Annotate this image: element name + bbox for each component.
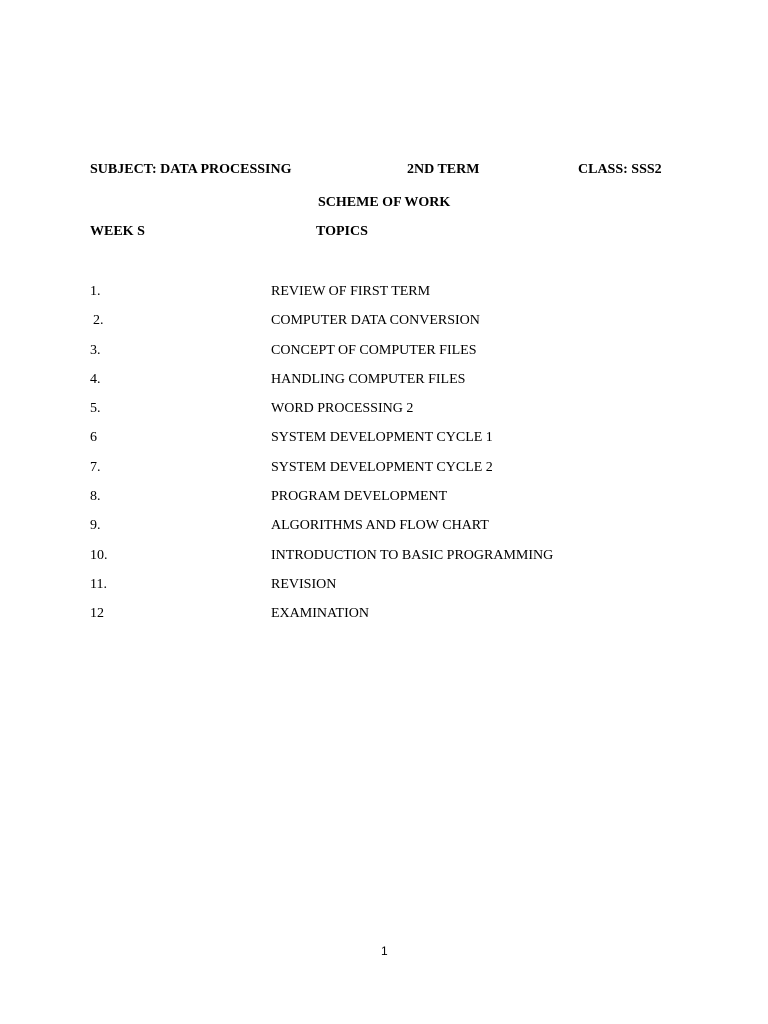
topic-text: REVISION bbox=[271, 576, 337, 592]
week-number: 7. bbox=[90, 459, 101, 475]
week-number: 2. bbox=[93, 313, 104, 329]
table-row bbox=[0, 487, 768, 516]
weeks-column-header: WEEK S bbox=[90, 224, 145, 239]
table-row bbox=[0, 341, 768, 370]
class-label: CLASS: SSS2 bbox=[578, 162, 662, 177]
subject-label: SUBJECT: DATA PROCESSING bbox=[90, 162, 292, 177]
table-row bbox=[0, 604, 768, 633]
topic-text: CONCEPT OF COMPUTER FILES bbox=[271, 342, 477, 358]
week-number: 10. bbox=[90, 547, 108, 563]
table-row bbox=[0, 458, 768, 487]
topic-text: REVIEW OF FIRST TERM bbox=[271, 284, 431, 299]
table-row bbox=[0, 399, 768, 428]
week-number: 6 bbox=[90, 430, 97, 446]
scheme-table bbox=[0, 282, 768, 634]
week-number: 4. bbox=[90, 371, 101, 387]
table-row bbox=[0, 516, 768, 545]
table-row bbox=[0, 370, 768, 399]
topic-text: SYSTEM DEVELOPMENT CYCLE 2 bbox=[271, 459, 493, 475]
topic-text: EXAMINATION bbox=[271, 606, 369, 622]
document-title: SCHEME OF WORK bbox=[318, 195, 451, 210]
topic-text: WORD PROCESSING 2 bbox=[271, 401, 414, 417]
topic-text: COMPUTER DATA CONVERSION bbox=[271, 313, 480, 329]
table-row bbox=[0, 546, 768, 575]
topic-text: HANDLING COMPUTER FILES bbox=[271, 371, 466, 387]
table-row bbox=[0, 575, 768, 604]
week-number: 8. bbox=[90, 489, 101, 505]
topic-text: ALGORITHMS AND FLOW CHART bbox=[271, 518, 489, 534]
table-row bbox=[0, 428, 768, 457]
term-label: 2ND TERM bbox=[407, 162, 480, 177]
week-number: 3. bbox=[90, 342, 101, 358]
page-number: 1 bbox=[381, 944, 388, 958]
topics-column-header: TOPICS bbox=[316, 224, 368, 239]
table-row bbox=[0, 311, 768, 340]
week-number: 9. bbox=[90, 518, 101, 534]
week-number: 5. bbox=[90, 401, 101, 417]
week-number: 11. bbox=[90, 576, 107, 592]
table-row bbox=[0, 282, 768, 311]
topic-text: INTRODUCTION TO BASIC PROGRAMMING bbox=[271, 547, 554, 563]
topic-text: PROGRAM DEVELOPMENT bbox=[271, 489, 448, 505]
topic-text: SYSTEM DEVELOPMENT CYCLE 1 bbox=[271, 430, 493, 446]
week-number: 12 bbox=[90, 606, 104, 622]
week-number: 1. bbox=[90, 284, 101, 299]
